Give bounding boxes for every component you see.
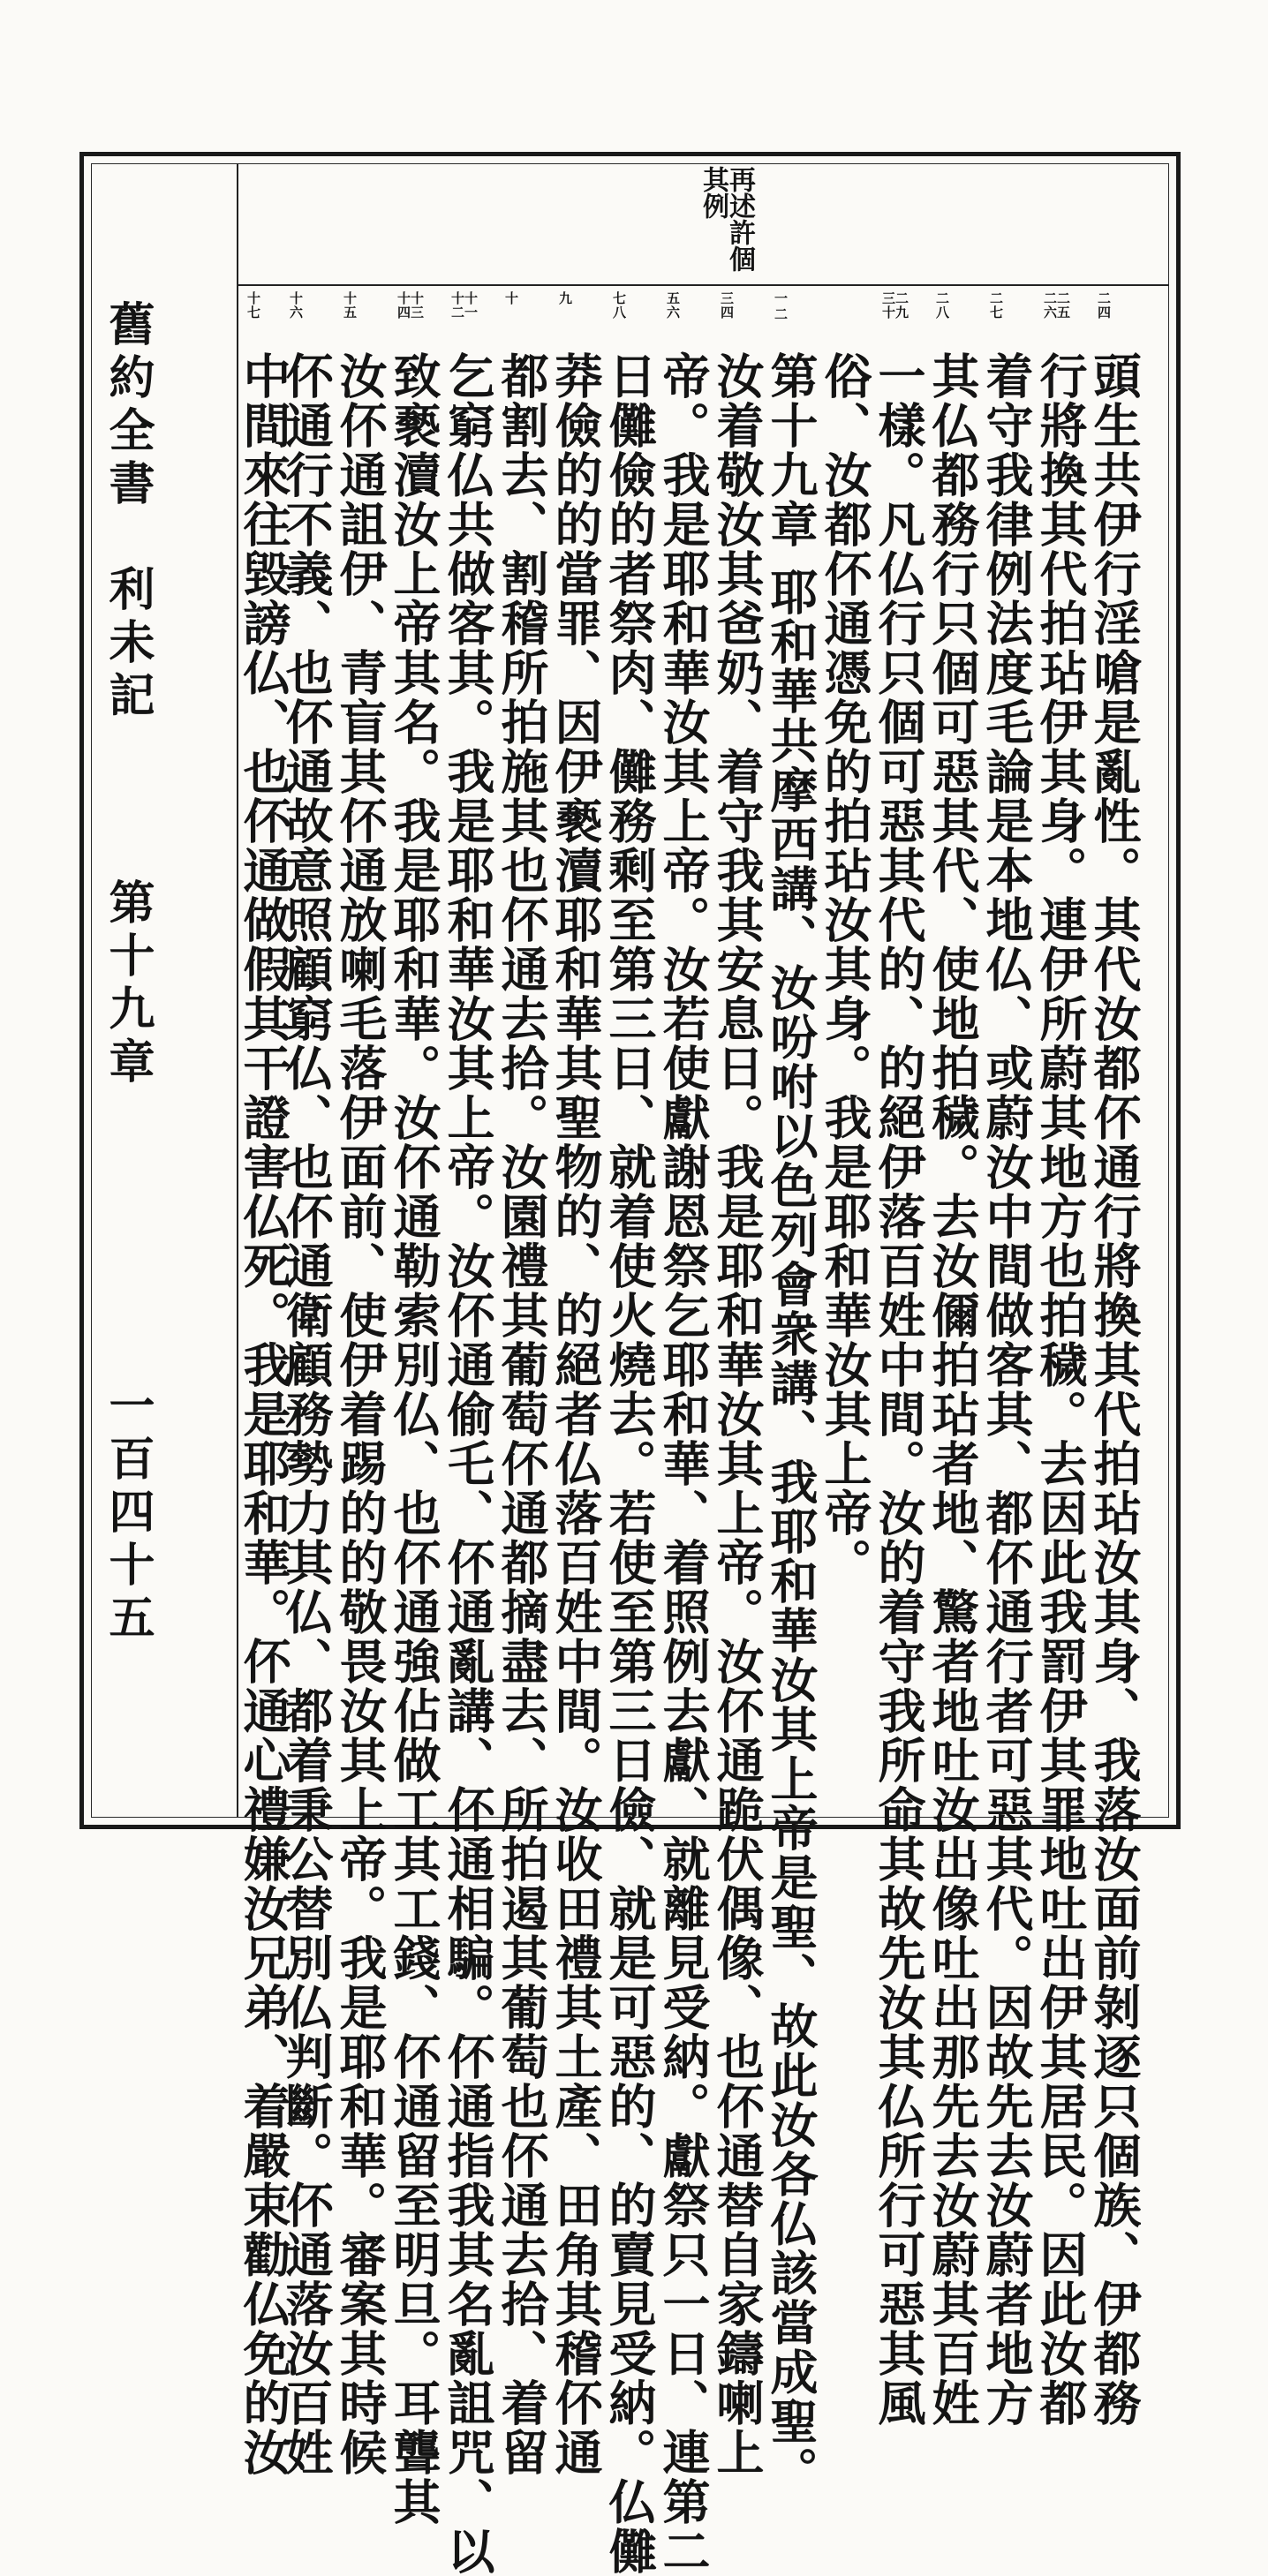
- text-column-3: 着守我律例法度毛論是本地仏、或蔚汝中間做客其、都伓通行者可惡其代。因故先去汝蔚者地方: [978, 351, 1035, 2428]
- text-column-9: 帝。我是耶和華汝其上帝。汝若使獻謝恩祭乞耶和華、着照例去獻、就離見受納。獻祭只一日、連第二: [655, 351, 712, 2576]
- text-column-8: 汝着敬汝其爸奶、着守我其安息日。我是耶和華汝其上帝。汝伓通跪伏偶像、也伓通替自家鑄喇上: [709, 351, 766, 2477]
- text-column-12: 都割去、割稽所拍施其也伓通去拾。汝園禮其葡萄伓通都摘盡去、所拍遏其葡萄也伓通去拾、着留: [494, 351, 550, 2477]
- text-column-1: 頭生共伊行淫嗆是亂性。其代汝都伓通行將換其代拍玷汝其身、我落汝面前剝逐只個族、伊都務: [1086, 351, 1143, 2428]
- text-column-4: 其仏都務行只個可惡其代、使地拍穢。去汝儞拍玷者地、驚者地吐汝出像吐出那先去汝蔚其百姓: [925, 351, 981, 2428]
- text-column-6: 俗、汝都伓通憑免的拍玷汝其身。我是耶和華汝其上帝。: [817, 351, 873, 1587]
- verse-label: 三四: [719, 291, 735, 320]
- text-column-17: 中間來往毀謗仏、也伓通做假其干證害仏死。我是耶和華。伓通心禮嫌汝兄弟、着嚴束勸仏免的汝: [236, 351, 292, 2477]
- book-name: 利未記: [101, 565, 155, 724]
- text-column-10: 日儺儉的者祭肉、儺務剩至第三日、就着使火燒去。若使至第三日儉、就是可惡的、的賣見受納。仏儺: [601, 351, 658, 2576]
- text-column-11: 莽儉的的當罪、因伊褻瀆耶和華其聖物的、的絕者仏落百姓中間。汝收田禮其土產、田角其稽伓通: [547, 351, 604, 2477]
- verse-label: 二八: [934, 291, 950, 320]
- text-column-5: 一樣。凡仏行只個可惡其代的、的絕伊落百姓中間。汝的着守我所命其故先汝其仏所行可惡其風: [871, 351, 927, 2428]
- text-column-7: 第十九章 耶和華共摩西講、汝吩咐以色列會衆講、我耶和華汝其上帝是聖、故此汝各仏該當成聖。: [763, 351, 819, 2496]
- verse-label: 二四: [1096, 291, 1112, 320]
- verse-label: 二五二六: [1042, 291, 1071, 320]
- verse-label: 九: [557, 291, 573, 305]
- verse-label: 七八: [611, 291, 627, 320]
- page-number: 一百四十五: [101, 1382, 155, 1646]
- header-divider: [237, 284, 1169, 286]
- verse-label: 十七: [245, 291, 261, 320]
- text-column-16: 伓通行不義、也伓通故意照顧窮仏、也伓通衛顧務勢力其仏、都着秉公替別仏判斷。伓通落汝百姓: [278, 351, 335, 2477]
- verse-label: 十六: [288, 291, 304, 320]
- verse-label: 十五: [342, 291, 358, 320]
- text-column-14: 致褻瀆汝上帝其名。我是耶和華。汝伓通勒索別仏、也伓通強佔做工其工錢、伓通留至明旦。耳聾其: [386, 351, 442, 2527]
- verse-label: 十一十二: [449, 291, 479, 320]
- verse-label: 十: [503, 291, 519, 305]
- summary-col-2: 其例: [698, 166, 728, 219]
- book-title: 舊約全書: [101, 300, 155, 512]
- side-margin: [101, 300, 155, 1646]
- chapter-label: 第十九章: [101, 878, 155, 1090]
- verse-label: 五六: [665, 291, 681, 320]
- text-column-13: 乞窮仏共做客其。我是耶和華汝其上帝。汝伓通偷乇、伓通亂講、伓通相騙。伓通指我其名亂詛咒、以: [440, 351, 496, 2576]
- verse-number-row: [243, 291, 1166, 323]
- verse-label: 二: [773, 307, 789, 321]
- text-column-2: 行將換其代拍玷伊其身。連伊所蔚其地方也拍穢。去因此我罰伊其罪地吐出伊其居民。因此汝都: [1032, 351, 1089, 2428]
- verse-label: 一: [773, 291, 789, 305]
- verse-label: 二七: [988, 291, 1004, 320]
- verse-label: 十三十四: [396, 291, 425, 320]
- summary-col-1: 再述許個: [724, 166, 755, 272]
- text-column-15: 汝伓通詛伊、青盲其伓通放喇毛落伊面前、使伊着踢的的敬畏汝其上帝。我是耶和華。審案其時候: [332, 351, 389, 2477]
- verse-label: 二九三十: [880, 291, 909, 320]
